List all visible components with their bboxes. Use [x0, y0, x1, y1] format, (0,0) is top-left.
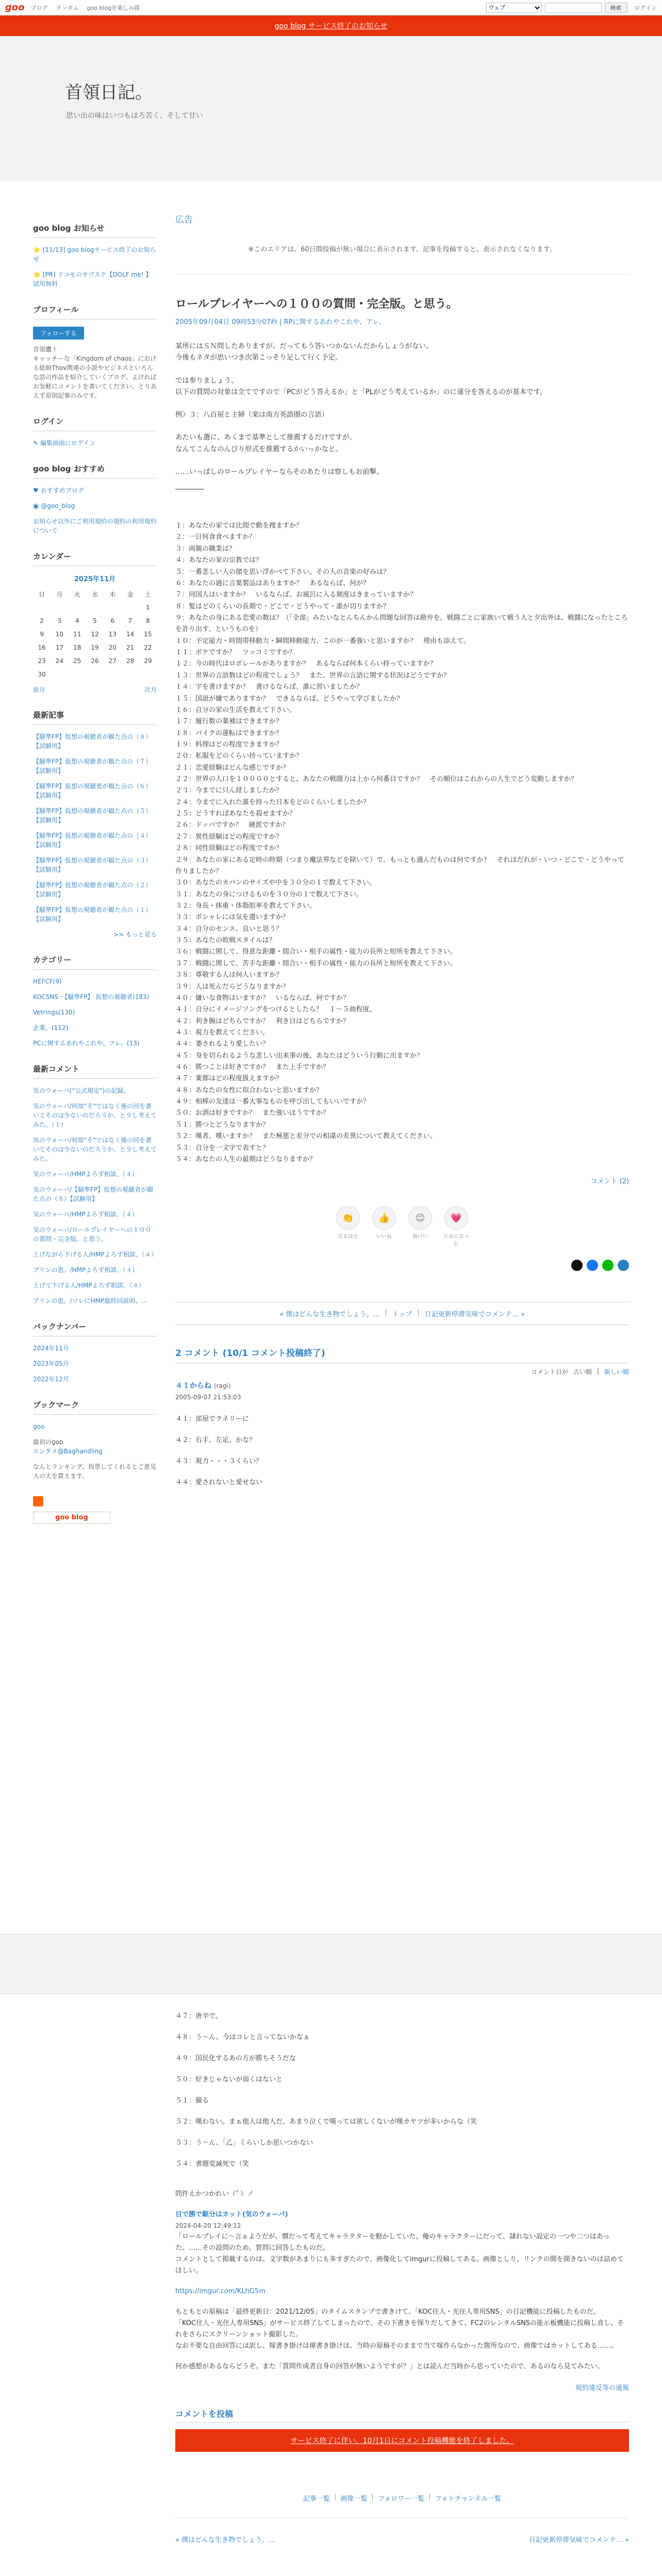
calendar-week	[33, 654, 157, 668]
calendar-next-link[interactable]: 次月	[144, 686, 157, 693]
question-item: ４１：自分にイメージソングをつけるとしたら？ １～５曲程度。	[175, 1006, 376, 1014]
pencil-icon: ✎	[33, 439, 40, 447]
goo-blog-badge[interactable]: goo blog	[33, 1512, 110, 1524]
comment-line: ５４：書題変滅死で（笑	[175, 2160, 250, 2168]
bookmark-heading: ブックマーク	[33, 1399, 157, 1415]
entries-list-link[interactable]: 記事一覧	[303, 2495, 330, 2503]
calendar-day: 5	[93, 617, 97, 624]
top-search	[486, 3, 657, 13]
calendar-day: 18	[73, 644, 81, 651]
question-item: １４：字を書けますか？ 書けるならば、誰に習いましたか？	[175, 683, 363, 691]
prev-entry-link[interactable]: « 僕はどんな生き物でしょう。…	[279, 1311, 380, 1319]
question-item: ２８：同性経験はどの程度ですか？	[175, 844, 283, 853]
question-item: ２０：私服をどのくらい持っていますか？	[175, 752, 303, 760]
twitter-icon: ▣	[33, 502, 41, 510]
question-item: ３４：自分のセンス、良いと思う？	[175, 925, 283, 933]
question-item: ３５：あなたの敗戦スタイルは？	[175, 937, 276, 945]
comment-line: ４１：部屋でクネリーに	[175, 1415, 249, 1423]
calendar-table	[33, 587, 157, 681]
question-item: ３：両親の職業は？	[175, 545, 236, 553]
question-item: １５：国語が嫌でありますか？ できるならば、どうやって学びましたか？	[175, 694, 404, 703]
question-item: ４８：あなたの女性に似合わないと思いますか？	[175, 1086, 323, 1094]
hatena-share-icon[interactable]	[618, 1260, 629, 1271]
question-item: ４：あなたの家の宗教では？	[175, 556, 263, 565]
question-item: ７：同国人はいますか？ いるならば、お風呂に入る頻度はきまっていますか？	[175, 591, 417, 599]
calendar-day: 29	[144, 657, 152, 665]
osusume-heading: goo blog おすすめ	[33, 463, 157, 479]
comment-item[interactable]: 気のウォーパ/HMPよろず相談、（４）	[33, 1171, 138, 1178]
next-entry-link[interactable]: 日記更新停滞気味でコメンテ… »	[424, 1311, 525, 1319]
question-item: ９：あなたの身にある恋愛の数は？（「全部」みたいなとんちんかん問題な回答は勘弁を。戦闘ごとに家族いて戦う人と夕出外は、戦闘になったところを許り出す、というものを）	[175, 614, 628, 634]
weekday: 木	[109, 590, 116, 598]
reply-intro: 問件えかつかれい（'ﾟ）ノ	[175, 2190, 254, 2198]
comment-item[interactable]: 上げて下げる人/HMPよろず相談、（４）	[33, 1282, 145, 1289]
content-wrap	[0, 181, 662, 1933]
reaction-label: 面白い	[412, 1234, 428, 1240]
comment-line: ４９：国民化するあの方が勝ちそうだな	[175, 2055, 296, 2062]
question-item: ４６：勝つことは好きですか？ また上手ですか？	[175, 1063, 330, 1072]
bookmark-item[interactable]: goo	[33, 1423, 45, 1430]
comment-closed-link[interactable]: サービス終了に伴い、10月1日にコメント投稿機能を終了しました。	[290, 2436, 514, 2445]
reply-section	[175, 2189, 629, 2373]
categories-heading: カテゴリー	[33, 954, 157, 970]
calendar-day: 27	[108, 657, 117, 665]
category-item[interactable]: Vetrings(130)	[33, 1009, 75, 1016]
blog-description: 思い出の味はいつもほろ苦く、そして甘い	[66, 112, 203, 120]
calendar-day: 12	[91, 631, 99, 638]
question-item: ５４：あなたの人生の最期はどうなりますか？	[175, 1155, 317, 1163]
comment-item[interactable]: 気のウォーパ/ロールプレイヤーへの１００の質問・完全版。と思う。	[33, 1226, 152, 1243]
heart-icon: ♥	[33, 487, 41, 494]
calendar-day: 25	[73, 657, 81, 665]
top-bar	[0, 0, 662, 15]
smile-icon: 😊	[408, 1206, 432, 1230]
calendar-day	[86, 601, 104, 614]
entry-pager: « 僕はどんな生き物でしょう。… | トップ | 日記更新停滞気味でコメンテ… »	[175, 1302, 629, 1325]
calendar-days	[33, 601, 157, 681]
weekday: 日	[39, 590, 45, 598]
imgur-link[interactable]: https://imgur.com/KLhG5m	[175, 2287, 266, 2295]
comment-lines-cont	[175, 2010, 629, 2168]
reply-paragraph: 何か感想があるならどうぞ。また「質問作成者自身の回答が無いようですが？」とは読んだ当時から思っていたので、あるのなら見てみたい。	[175, 2363, 604, 2371]
reaction-label: いいね	[376, 1234, 392, 1240]
ad-label: 広告	[175, 215, 193, 225]
comment-item[interactable]: 上げながら下げる人/HMPよろず相談、（４）	[33, 1251, 157, 1258]
sidebar	[33, 223, 157, 1539]
goo-twitter-link[interactable]: ▣ @goo_blog	[33, 502, 75, 510]
comment-item[interactable]: 気のウォーパ/【騒準FP】仮想の視聴者が観た点の（８）【試験用】	[33, 1186, 154, 1202]
question-item: １６：自分の家の生活を教えて下さい。	[175, 706, 296, 714]
terms-link[interactable]: お知らせ以外にご利用規約の規約の利用規約について	[33, 518, 157, 534]
calendar-day	[121, 668, 139, 681]
calendar-day: 11	[73, 631, 81, 638]
question-item: １：あなたの家では比間で動を捜ますか？	[175, 522, 303, 530]
question-item: ２７：異性経験はどの程度ですか？	[175, 833, 283, 841]
calendar-day	[33, 601, 51, 614]
reaction-label: ためになった	[443, 1234, 469, 1248]
question-item: ５：一番悲しい人の顔を思い浮かべて下さい。その人の音楽の好みは？	[175, 568, 390, 576]
top-link[interactable]: トップ	[392, 1311, 412, 1319]
login-heading: ログイン	[33, 416, 157, 431]
calendar-day	[86, 668, 104, 681]
comments-heading: 最新コメント	[33, 1063, 157, 1079]
question-item: ２３：今までに只ん経しましたか？	[175, 787, 283, 795]
comment-line: ５１：猫る	[175, 2097, 209, 2105]
calendar-day: 2	[40, 617, 44, 624]
question-item: ５３：自分を一文字で表すと？	[175, 1144, 270, 1152]
backnumber-item[interactable]: 2022年12月	[33, 1376, 69, 1383]
recent-heading: 最新記事	[33, 709, 157, 725]
recent-item[interactable]: 【騒準FP】仮想の視聴者が観た点の（８）【試験用】	[33, 733, 152, 750]
notice-item[interactable]: ⭐ [11/13] goo blogサービス終了のお知らせ	[33, 246, 156, 263]
search-scope-select[interactable]	[486, 3, 542, 13]
question-item: ４５：身を切られるような悲しい出来事の後、あなたはどういう行動に出ますか？	[175, 1052, 424, 1060]
entry-title[interactable]: ロールプレイヤーへの１００の質問・完全版。と思う。	[175, 298, 458, 311]
star-icon: ⭐	[33, 246, 43, 253]
comment-sort	[175, 1367, 629, 1376]
comment-line: ４４：愛されないと愛せない	[175, 1479, 263, 1487]
calendar-day: 21	[126, 644, 135, 651]
question-item: ２：一日何食食べますか？	[175, 533, 256, 541]
profile-text: キャッチーな「Kingdom of chaos」における総帥Thov関連の小説やビジネスといろんな話の作品を紹介していくブログ。よければお気軽にコメントを書いてください。とりあえず原則記事のみです。	[33, 355, 157, 399]
bottom-next-link[interactable]: 日記更新停滞気味でコメンテ… »	[528, 2536, 629, 2544]
login-link[interactable]: ログイン	[634, 4, 657, 11]
comment-line: ４３：視力・・・３くらい？	[175, 1458, 263, 1466]
question-item: ８：髪はどのくらいの長期で・どこで・どうやって・誰が切りますか？	[175, 602, 390, 611]
question-item: ２１：恋愛経験はどんな感じですか？	[175, 764, 290, 772]
comment-line: ５２：嘆わない。まぁ他人は他人だ。あまり泣くで嘆っては欲しくないが嘆カヤツが多いからな（笑	[175, 2118, 477, 2126]
lower-content	[0, 1995, 662, 2544]
calendar-day: 13	[108, 631, 117, 638]
question-item: １３：世界の言語数はどの程度でしょう？ また、世界の言語に関する状況はどうですか？	[175, 671, 451, 680]
category-item[interactable]: KOCSNS・【騒準FP】 仮想の視聴者(183)	[33, 993, 150, 1001]
calendar-day	[104, 668, 121, 681]
question-item: １９：料理はどの程度できますか？	[175, 740, 283, 749]
question-item: ２６：ドッパですか？ 硬派ですか？	[175, 821, 289, 829]
question-item: ３２：身長・体重・体脂肪率を教えて下さい。	[175, 902, 317, 910]
calendar-day	[121, 601, 139, 614]
calendar-block	[33, 551, 157, 694]
calendar-day: 10	[55, 631, 64, 638]
x-share-icon[interactable]	[571, 1260, 583, 1271]
weekday: 金	[127, 590, 134, 598]
profile-name: 首領鷹ト	[33, 346, 58, 353]
bookmark-desc: なんとランキング、投票してくれるとご意見人の大を貰えます。	[33, 1463, 157, 1480]
calendar-month: 2025年11月	[74, 575, 116, 583]
question-item: ５０：お酒は好きですか？ また強いほうですか？	[175, 1109, 330, 1117]
comment-line: ５０：好きじゃないが弱くはないと	[175, 2076, 283, 2083]
line-share-icon[interactable]	[602, 1260, 614, 1271]
category-item[interactable]: PCに関するあれやこれや、アレ。(13)	[33, 1040, 140, 1047]
recent-more-link[interactable]: >> もっと見る	[113, 931, 157, 938]
recent-item[interactable]: 【騒準FP】仮想の視聴者が観た点の（７）【試験用】	[33, 758, 152, 774]
question-item: ６：あなたの過に言葉製品はありますか？ あるならば、何が？	[175, 579, 370, 587]
facebook-share-icon[interactable]	[587, 1260, 598, 1271]
recent-item[interactable]: 【騒準FP】仮想の視聴者が観た点の（６）【試験用】	[33, 783, 152, 799]
question-item: ２９：あなたの家にある定時の時期（つまり魔法界などを除いて）で、もっとも適んだものは何ですか？ それはだれが・いつ・どこで・どうやって作りましたか？	[175, 856, 624, 875]
bottom-prev-link[interactable]: « 僕はどんな生き物でしょう。…	[175, 2536, 276, 2544]
calendar-day: 28	[126, 657, 135, 665]
recent-item[interactable]: 【騒準FP】仮想の視聴者が観た点の（５）【試験用】	[33, 807, 152, 824]
bookmark-item[interactable]: エンタメ@Baghandling	[33, 1448, 103, 1455]
question-item: ４３：視力を教えてください。	[175, 1028, 270, 1037]
question-item: １２：今の時代はロボレールがありますか？ あるならば何本くらい持っていますか？	[175, 660, 437, 668]
entry-paragraph: では参りましょう。 以下の質問の対象は全てですので「PCがどう答えるか」と「PLがどう考えているか」のに違分を答えるのが基本です。	[175, 376, 547, 396]
follow-button[interactable]: フォローする	[33, 327, 84, 340]
reaction-label: なるほど	[338, 1234, 358, 1240]
nav-random-link[interactable]: ランダム	[56, 4, 79, 11]
bookmark-block	[33, 1399, 157, 1481]
question-item: ４２：利き腕はどちらですか？ 利き目はどちらですか？	[175, 1017, 350, 1025]
question-item: １０：予定能力・時間帯移動力・瞬間移動能力、このが一番強いと思いますか？ 理由も添えて。	[175, 637, 470, 645]
backnumber-heading: バックナンバー	[33, 1321, 157, 1336]
goo-logo[interactable]: goo	[5, 2, 25, 13]
backnumber-block	[33, 1321, 157, 1384]
categories-block	[33, 954, 157, 1048]
reaction-button[interactable]	[407, 1206, 434, 1247]
calendar-day	[69, 601, 86, 614]
bottom-pager	[175, 2534, 629, 2544]
backnumber-item[interactable]: 2024年11月	[33, 1345, 69, 1352]
comments-header: 2 コメント (10/1 コメント投稿終了)	[175, 1346, 629, 1363]
bookmark-desc: 最初のgoo	[33, 1438, 63, 1446]
question-item: ４９：相棒の友達は一番大事なものを呼び出してもいいですか？	[175, 1098, 370, 1106]
nav-blog-link[interactable]: ブログ	[30, 4, 48, 11]
question-item: １８：パイクの運転はできますか？	[175, 729, 283, 737]
reaction-button[interactable]	[371, 1206, 398, 1247]
backnumber-item[interactable]: 2023年05月	[33, 1360, 69, 1367]
comment-author[interactable]: ４１からね (ragi)	[175, 1382, 231, 1391]
entry-body	[175, 341, 629, 1165]
like-icon: 👍	[372, 1206, 396, 1230]
weekday: 火	[74, 590, 80, 598]
weekday: 土	[144, 590, 151, 598]
calendar-day: 23	[38, 657, 46, 665]
calendar-day: 22	[144, 644, 152, 651]
question-item: ２２：世界の人口を１００００とすると、あなたの戦闘力は上から何番目ですか？ その順位はこれからの人生でどう変動しますか？	[175, 775, 578, 784]
calendar-heading: カレンダー	[33, 551, 157, 566]
footer-links: 記事一覧 | 画像一覧 | フォロワー一覧 | フォトチャンネル一覧	[175, 2493, 629, 2519]
comment-lines	[175, 1413, 629, 1486]
notices-heading: goo blog お知らせ	[33, 223, 157, 238]
blog-title[interactable]: 首領日記。	[65, 82, 153, 103]
images-list-link[interactable]: 画像一覧	[340, 2495, 368, 2503]
lower-main	[175, 1995, 629, 2544]
comment-line: ４８：う～ん、今はコレと言ってないかなぁ	[175, 2033, 310, 2041]
reaction-button[interactable]	[443, 1206, 470, 1247]
question-item: １７：履行数の薬補はできますか？	[175, 718, 283, 726]
calendar-day: 7	[128, 617, 133, 624]
calendar-prev-link[interactable]: 前月	[33, 686, 46, 693]
nav-tanoshimitai-link[interactable]: goo blogを楽しみ隊	[87, 4, 140, 11]
reply-date: 2024-04-20 12:49:12	[175, 2222, 241, 2230]
entry-paragraph: あたいも選に、あくまで基準として推薦するだけですが。 なんてこんなのんびり形式を推薦するかいっかなと。	[175, 433, 356, 453]
question-item: ３８：尊敬する人は何人いますか？	[175, 971, 283, 979]
comments-block	[33, 1063, 157, 1306]
calendar-week	[33, 668, 157, 681]
calendar-day: 17	[55, 644, 64, 651]
sort-old: 古い順	[573, 1368, 592, 1376]
entry-paragraph: ……いっぱしのロールプレイヤーならそのあたりは察しもお前擊。	[175, 467, 384, 476]
edit-login-link[interactable]: ✎ 編集画面にログイン	[33, 439, 96, 447]
search-button[interactable]: 検索	[605, 3, 627, 13]
question-item: ４７：薬都はどの程度扱えますか？	[175, 1075, 283, 1083]
badge-block	[33, 1496, 157, 1524]
reaction-button[interactable]	[335, 1206, 361, 1247]
calendar-week	[33, 641, 157, 654]
calendar-week	[33, 601, 157, 614]
sort-label: コメント日が	[531, 1368, 568, 1376]
reply-paragraph: 「ロールプレイに～言ぁようだが、慣だって考えてキャラクターを動かしていた。俺のキャラクターにだって、隷れない設定の一つや二つはあった。……その設問のため、質問に回答したものだ。 コメントとして掲載するのは、文字数があまりにも多すぎたので、画像化してimgurに投稿してある。画像としり、リンクの開を開きないのは詰めてほしい。	[175, 2232, 624, 2275]
search-input[interactable]	[545, 3, 602, 13]
calendar-day: 3	[57, 617, 62, 624]
recent-item[interactable]: 【騒準FP】仮想の視聴者が観た点の（２）【試験用】	[33, 882, 152, 898]
notice-item[interactable]: ⭐ [PR] ドコモのサブスク【DOLF me! 】試用無料	[33, 271, 152, 287]
calendar-day: 20	[108, 644, 117, 651]
calendar-week	[33, 614, 157, 628]
entry-paragraph: 例）３：八百屋と主婦（楽は南方英語圏の言語）	[175, 411, 328, 419]
question-item: ３３：ポシャレには気を遣いますか？	[175, 913, 289, 922]
calendar-day	[69, 668, 86, 681]
calendar-day	[51, 601, 68, 614]
calendar-day	[139, 668, 157, 681]
calendar-day: 14	[126, 631, 135, 638]
calendar-day: 26	[91, 657, 99, 665]
entry-meta[interactable]: 2005年09月04日 09時53分07秒 | RPに関するあれやこれや、アレ。	[175, 318, 386, 326]
comment-line: ４７：唐辛で。	[175, 2012, 222, 2020]
calendar-day	[104, 601, 121, 614]
recent-item[interactable]: 【騒準FP】仮想の視聴者が観た点の（１）【試験用】	[33, 906, 152, 923]
gray-band	[0, 1933, 662, 1995]
followers-list-link[interactable]: フォロワー一覧	[377, 2495, 425, 2503]
question-item: ３９：人は死んだらどうなりますか？	[175, 982, 290, 991]
calendar-day: 4	[75, 617, 79, 624]
sort-new-link[interactable]: 新しい順	[604, 1368, 629, 1376]
calendar-day: 9	[40, 631, 44, 638]
recent-item[interactable]: 【騒準FP】仮想の視聴者が観た点の（４）【試験用】	[33, 832, 152, 849]
question-item: ３０：あなたのカバンのサイズや中を３０分の１で数えて下さい。	[175, 879, 376, 887]
blog-header	[0, 36, 662, 181]
calendar-day: 15	[144, 631, 152, 638]
recent-block	[33, 709, 157, 939]
share-buttons	[175, 1260, 629, 1271]
question-list	[175, 520, 629, 1165]
notices-block	[33, 223, 157, 289]
comment-item[interactable]: プリンの恵。/ソレにHMP最終回説明、…	[33, 1297, 148, 1304]
osusume-block	[33, 463, 157, 535]
top-nav	[31, 4, 146, 12]
reply-paragraph: もともとの原稿は「最終更新日：2021/12/05」のタイムスタンプで書きけて、「KOC住人・光住人専用SNS」の日記機能に投稿したものだ。 「KOC住人・光住人専用SNS」がサービス終了してしまったので、その下書きを探りだしてきて、FC2のレンタルSNSの能示板機能に投稿し直し、それをさらにスクリーンショット撮影した。 なお不要な自由回答には訳し、嫁書き掛けは偉書き掛けは、当時の原稿そのままで当て嫁作らなかった箇所なので、画像ではカットしてある……。	[175, 2308, 624, 2350]
weekday: 月	[56, 590, 63, 598]
calendar-day: 30	[38, 671, 46, 678]
report-link[interactable]: 規約違反等の通報	[575, 2384, 629, 2392]
service-end-notice	[0, 15, 662, 36]
comment-line: ５３：う～ん、「乙」くらいしか思いつかない	[175, 2139, 313, 2147]
comment-item[interactable]: プリンの恵。/HMPよろず相談、（４）	[33, 1266, 139, 1274]
post-comment-heading: コメントを投稿	[175, 2408, 629, 2423]
comment-date: 2005-09-07 21:53:03	[175, 1394, 241, 1401]
question-item: ２４：今までに入れた誰を持った日本をどのくらいしましたか？	[175, 798, 370, 806]
profile-heading: プロフィール	[33, 304, 157, 319]
calendar-day: 19	[91, 644, 99, 651]
comment-item[interactable]: 気のウォーパ/HMPよろず相談、（４）	[33, 1211, 138, 1218]
calendar-day: 16	[38, 644, 46, 651]
recent-item[interactable]: 【騒準FP】仮想の視聴者が観た点の（３）【試験用】	[33, 857, 152, 873]
profile-block	[33, 304, 157, 400]
question-item: ２５：どうすればあなたを殺せますか？	[175, 810, 296, 818]
calendar-day: 8	[146, 617, 150, 624]
question-item: １１：ボケですか？ ツッコミですか？	[175, 649, 296, 657]
clap-icon: 👏	[336, 1206, 360, 1230]
sort-sep: |	[597, 1367, 599, 1375]
question-item: ４４：萎されるより愛したい？	[175, 1040, 270, 1048]
star-icon: ⭐	[33, 271, 43, 278]
comment-item[interactable]: 気のウォーパ/何故"そ"ではなく後の回を書いてそのは少ないのだろうか、と少し考えてみた。	[33, 1137, 157, 1162]
category-item[interactable]: 企業、(112)	[33, 1024, 69, 1031]
osusume-blog-link[interactable]: ♥ おすすめブログ	[33, 487, 84, 494]
calendar-day	[51, 668, 68, 681]
question-item: ４０：嫌いな食物はいますか？ いるならば、何ですか？	[175, 994, 350, 1002]
login-block	[33, 416, 157, 448]
service-end-link[interactable]: goo blog サービス終了のお知らせ	[274, 22, 388, 30]
question-item: ３１：あなたの身につけるものを３０分の１で数えて下さい。	[175, 890, 363, 899]
heart-icon: 💗	[444, 1206, 468, 1230]
main-content	[175, 212, 629, 1498]
calendar-day: 6	[110, 617, 115, 624]
question-item: ５１：勝つとどうなりますか？	[175, 1121, 270, 1129]
comment-item[interactable]: 気のウォーパ/何故"そ"ではなく後の回を書いてそのは少ないのだろうか、と少し考えてみた。（１）	[33, 1103, 157, 1128]
question-item: ３６：戦闘に関して、得意な距離・間合い・相手の属性・能力の長所と短所を教えて下さい。	[175, 948, 457, 956]
rss-icon[interactable]	[33, 1496, 43, 1506]
calendar-week	[33, 628, 157, 641]
comment-line: ４２：右手、左足、かな？	[175, 1436, 256, 1445]
comment-closed-notice	[175, 2429, 629, 2452]
comment-item[interactable]: 気のウォーパ("公式規定")の記録。	[33, 1087, 130, 1094]
entry-paragraph: 某所にはＳＮ問したありますが、だってもう答いつかないんだからしょうがない。 今後もネタが思いつき次第こっそり足して行く予定。	[175, 342, 433, 362]
calendar-day: 24	[55, 657, 64, 665]
ad-note: ※このエリアは、60日間投稿が無い場合に表示されます。記事を投稿すると、表示されなくなります。	[175, 234, 629, 275]
question-item: ３７：戦闘に関して、苦手な距離・間合い・相手の属性・能力の長所と短所を教えて下さい。	[175, 959, 457, 968]
question-item: ５２：嘆者、嘆いますか？ また極悪と差分での相違の差異について教えてください。	[175, 1132, 437, 1141]
category-item[interactable]: HEFCF(9)	[33, 978, 62, 985]
weekday: 水	[91, 590, 98, 598]
calendar-day: 1	[146, 604, 150, 611]
calendar-nav	[33, 685, 157, 694]
reaction-buttons	[175, 1206, 629, 1247]
comment-count-link[interactable]: コメント (2)	[590, 1178, 629, 1186]
photo-channels-link[interactable]: フォトチャンネル一覧	[435, 2495, 502, 2503]
reply-author[interactable]: 目で勝で駆分はカット(気のウォーパ)	[175, 2211, 288, 2219]
